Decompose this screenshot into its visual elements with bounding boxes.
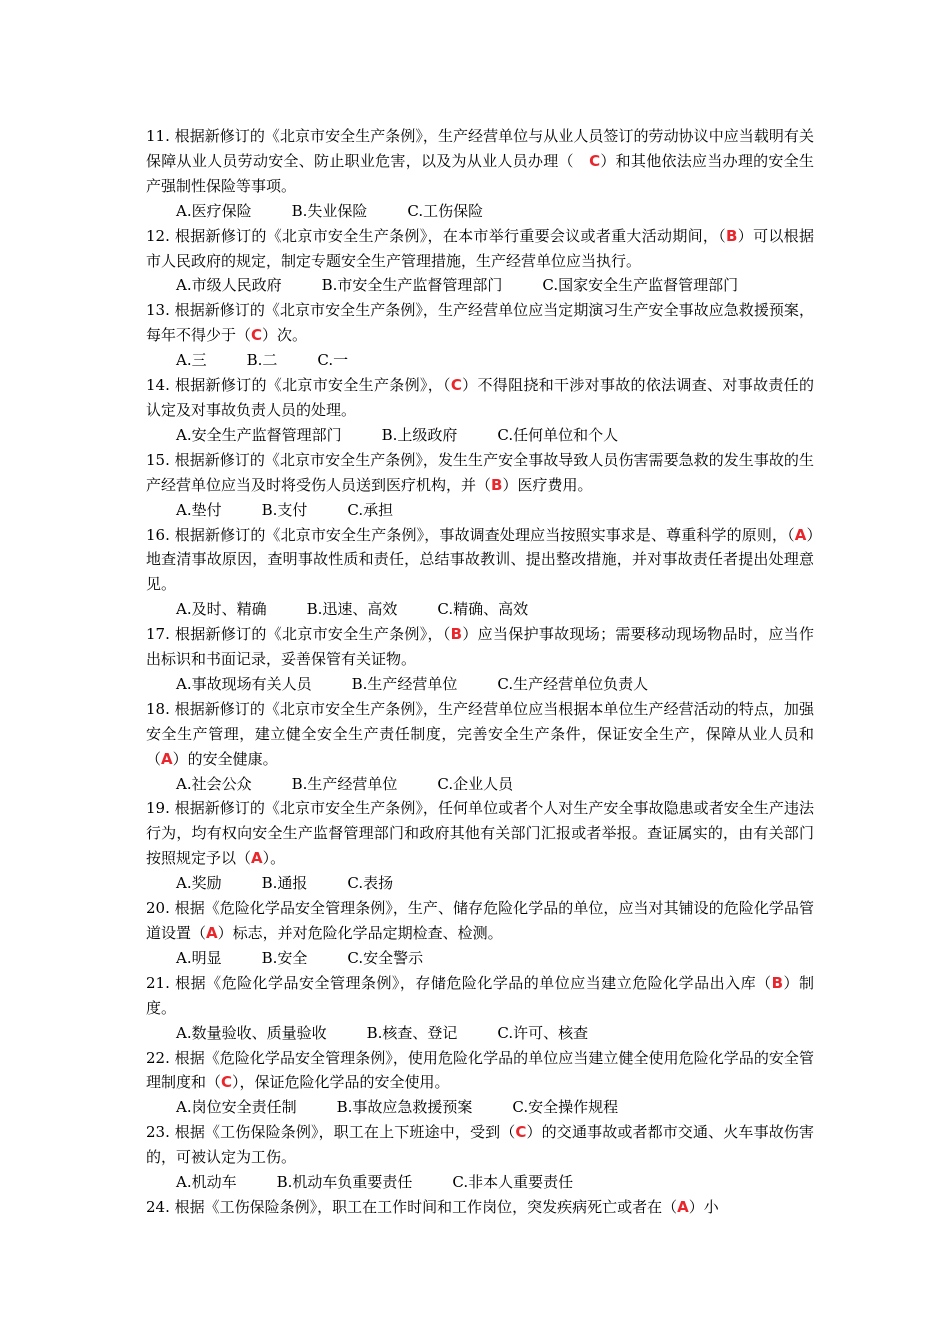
question-text <box>146 448 814 498</box>
question-item <box>146 697 814 797</box>
option-c: C.一 <box>317 351 349 370</box>
options-row <box>146 273 814 298</box>
question-stem-after: ）次。 <box>262 326 308 345</box>
options-row <box>146 1021 814 1046</box>
question-number: 12. <box>146 226 170 245</box>
answer-letter: B <box>771 973 784 992</box>
answer-letter: C <box>515 1123 527 1142</box>
option-a: A.垫付 <box>176 500 222 519</box>
question-number: 18. <box>146 699 170 718</box>
question-number: 22. <box>146 1048 170 1067</box>
question-text <box>146 224 814 274</box>
question-stem-after: ）的交通事故或者都市交通、火车事故伤害的，可被认定为工伤。 <box>146 1123 814 1167</box>
question-stem-after: ）。 <box>262 849 286 868</box>
option-b: B.支付 <box>261 500 308 519</box>
options-row <box>146 946 814 971</box>
question-item <box>146 971 814 1046</box>
question-stem-after: ）可以根据市人民政府的规定，制定专题安全生产管理措施，生产经营单位应当执行。 <box>146 226 814 270</box>
question-item <box>146 896 814 971</box>
question-list <box>146 124 814 1220</box>
question-number: 13. <box>146 301 170 320</box>
options-row <box>146 772 814 797</box>
option-b: B.迅速、高效 <box>306 600 398 619</box>
question-stem-before: 根据新修订的《北京市安全生产条例》，任何单位或者个人对生产安全事故隐患或者安全生产违法行为，均有权向安全生产监督管理部门和政府其他有关部门汇报或者举报。查证属实的，由有关部门按照规定予以（ <box>146 799 814 868</box>
option-a: A.市级人民政府 <box>176 276 282 295</box>
option-a: A.明显 <box>176 948 222 967</box>
question-number: 21. <box>146 973 170 992</box>
question-text <box>146 373 814 423</box>
question-number: 17. <box>146 625 170 644</box>
option-c: C.表扬 <box>347 874 394 893</box>
question-stem-before: 根据新修订的《北京市安全生产条例》，生产经营单位与从业人员签订的劳动协议中应当载明有关保障从业人员劳动安全、防止职业危害，以及为从业人员办理（ <box>146 127 814 170</box>
question-stem-before: 根据新修订的《北京市安全生产条例》，（ <box>174 625 451 644</box>
option-c: C.非本人重要责任 <box>452 1173 574 1192</box>
question-item <box>146 373 814 448</box>
options-row <box>146 348 814 373</box>
option-c: C.精确、高效 <box>437 600 529 619</box>
option-a: A.岗位安全责任制 <box>176 1098 297 1117</box>
question-number: 11. <box>146 127 170 145</box>
question-text <box>146 622 814 672</box>
question-item <box>146 796 814 896</box>
options-row <box>146 1170 814 1195</box>
option-b: B.失业保险 <box>291 201 368 220</box>
options-row <box>146 498 814 523</box>
question-item <box>146 124 814 224</box>
option-c: C.企业人员 <box>437 774 514 793</box>
option-b: B.机动车负重要责任 <box>276 1173 413 1192</box>
question-stem-before: 根据新修订的《北京市安全生产条例》，发生生产安全事故导致人员伤害需要急救的发生事故的生产经营单位应当及时将受伤人员送到医疗机构，并（ <box>146 450 814 494</box>
question-text <box>146 1046 814 1096</box>
option-a: A.安全生产监督管理部门 <box>176 425 342 444</box>
answer-letter: C <box>251 326 263 345</box>
question-text <box>146 124 814 199</box>
option-c: C.任何单位和个人 <box>497 425 619 444</box>
option-c: C.安全操作规程 <box>512 1098 619 1117</box>
question-text <box>146 1195 814 1220</box>
options-row <box>146 672 814 697</box>
question-text <box>146 1120 814 1170</box>
option-b: B.核查、登记 <box>366 1023 458 1042</box>
question-stem-after: ）小 <box>688 1197 719 1216</box>
answer-letter: A <box>677 1197 689 1216</box>
answer-letter: C <box>450 376 462 395</box>
answer-letter: C <box>589 151 601 170</box>
answer-letter: C <box>221 1073 233 1092</box>
question-stem-before: 根据新修订的《北京市安全生产条例》，生产经营单位应当根据本单位生产经营活动的特点，加强安全生产管理，建立健全安全生产责任制度，完善安全生产条件，保证安全生产，保障从业人员和（ <box>146 699 814 768</box>
option-b: B.市安全生产监督管理部门 <box>321 276 503 295</box>
question-item <box>146 448 814 523</box>
option-b: B.生产经营单位 <box>291 774 398 793</box>
option-b: B.安全 <box>261 948 308 967</box>
question-stem-before: 根据新修订的《北京市安全生产条例》，（ <box>174 376 451 395</box>
option-b: B.二 <box>246 351 278 370</box>
question-stem-after: ）应当保护事故现场；需要移动现场物品时，应当作出标识和书面记录，妥善保管有关证物。 <box>146 625 814 669</box>
question-stem-before: 根据《工伤保险条例》，职工在上下班途中，受到（ <box>174 1123 516 1142</box>
option-a: A.及时、精确 <box>176 600 267 619</box>
question-text <box>146 896 814 946</box>
option-a: A.机动车 <box>176 1173 237 1192</box>
option-a: A.医疗保险 <box>176 201 252 220</box>
question-item <box>146 523 814 623</box>
question-number: 15. <box>146 450 170 469</box>
question-stem-before: 根据《危险化学品安全管理条例》，使用危险化学品的单位应当建立健全使用危险化学品的安全管理制度和（ <box>146 1048 814 1092</box>
question-stem-before: 根据《工伤保险条例》，职工在工作时间和工作岗位，突发疾病死亡或者在（ <box>174 1197 678 1216</box>
question-stem-after: ）不得阻挠和干涉对事故的依法调查、对事故责任的认定及对事故负责人员的处理。 <box>146 376 814 419</box>
question-text <box>146 523 814 598</box>
question-number: 19. <box>146 799 170 818</box>
question-stem-after: ）和其他依法应当办理的安全生产强制性保险等事项。 <box>146 151 814 195</box>
option-a: A.奖励 <box>176 874 222 893</box>
question-text <box>146 796 814 871</box>
options-row <box>146 199 814 224</box>
question-item <box>146 224 814 299</box>
question-item <box>146 1120 814 1195</box>
question-item <box>146 1046 814 1121</box>
answer-letter: A <box>251 849 263 868</box>
options-row <box>146 871 814 896</box>
options-row <box>146 1095 814 1120</box>
question-text <box>146 971 814 1021</box>
options-row <box>146 423 814 448</box>
question-stem-after: ）的安全健康。 <box>172 749 278 768</box>
question-stem-before: 根据新修订的《北京市安全生产条例》，生产经营单位应当定期演习生产安全事故应急救援预案，每年不得少于（ <box>146 301 814 345</box>
option-a: A.三 <box>176 351 207 370</box>
question-number: 23. <box>146 1123 170 1142</box>
question-text <box>146 298 814 348</box>
option-c: C.承担 <box>347 500 394 519</box>
answer-letter: A <box>206 924 218 942</box>
option-b: B.事故应急救援预案 <box>336 1098 473 1117</box>
question-number: 16. <box>146 525 170 544</box>
option-b: B.通报 <box>261 874 308 893</box>
option-c: C.工伤保险 <box>407 201 484 220</box>
question-stem-after: ），保证危险化学品的安全使用。 <box>232 1073 450 1092</box>
question-stem-after: ）地查清事故原因，查明事故性质和责任，总结事故教训、提出整改措施，并对事故责任者提出处理意见。 <box>146 525 814 594</box>
option-c: C.生产经营单位负责人 <box>497 674 649 693</box>
answer-letter: B <box>726 226 738 245</box>
option-a: A.事故现场有关人员 <box>176 674 312 693</box>
option-b: B.生产经营单位 <box>351 674 458 693</box>
question-stem-before: 根据《危险化学品安全管理条例》，存储危险化学品的单位应当建立危险化学品出入库（ <box>175 973 772 992</box>
question-stem-before: 根据《危险化学品安全管理条例》，生产、储存危险化学品的单位，应当对其铺设的危险化学品管道设置（ <box>146 899 814 942</box>
answer-letter: A <box>161 749 173 768</box>
question-stem-after: ）医疗费用。 <box>502 475 593 494</box>
question-stem-after: ）制度。 <box>146 973 814 1017</box>
question-number: 24. <box>146 1197 170 1216</box>
question-number: 14. <box>146 376 170 395</box>
question-text <box>146 697 814 772</box>
option-a: A.社会公众 <box>176 774 252 793</box>
question-stem-before: 根据新修订的《北京市安全生产条例》，在本市举行重要会议或者重大活动期间，（ <box>174 226 727 245</box>
question-stem-after: ）标志，并对危险化学品定期检查、检测。 <box>217 924 503 942</box>
question-item <box>146 1195 814 1220</box>
answer-letter: A <box>794 525 807 544</box>
answer-letter: B <box>450 625 463 644</box>
options-row <box>146 597 814 622</box>
question-item <box>146 622 814 697</box>
option-b: B.上级政府 <box>381 425 458 444</box>
question-item <box>146 298 814 373</box>
answer-letter: B <box>491 475 503 494</box>
option-c: C.安全警示 <box>347 948 424 967</box>
option-c: C.许可、核查 <box>497 1023 589 1042</box>
question-number: 20. <box>146 899 170 918</box>
option-a: A.数量验收、质量验收 <box>176 1023 327 1042</box>
question-stem-before: 根据新修订的《北京市安全生产条例》，事故调查处理应当按照实事求是、尊重科学的原则，（ <box>174 525 795 544</box>
option-c: C.国家安全生产监督管理部门 <box>542 276 739 295</box>
